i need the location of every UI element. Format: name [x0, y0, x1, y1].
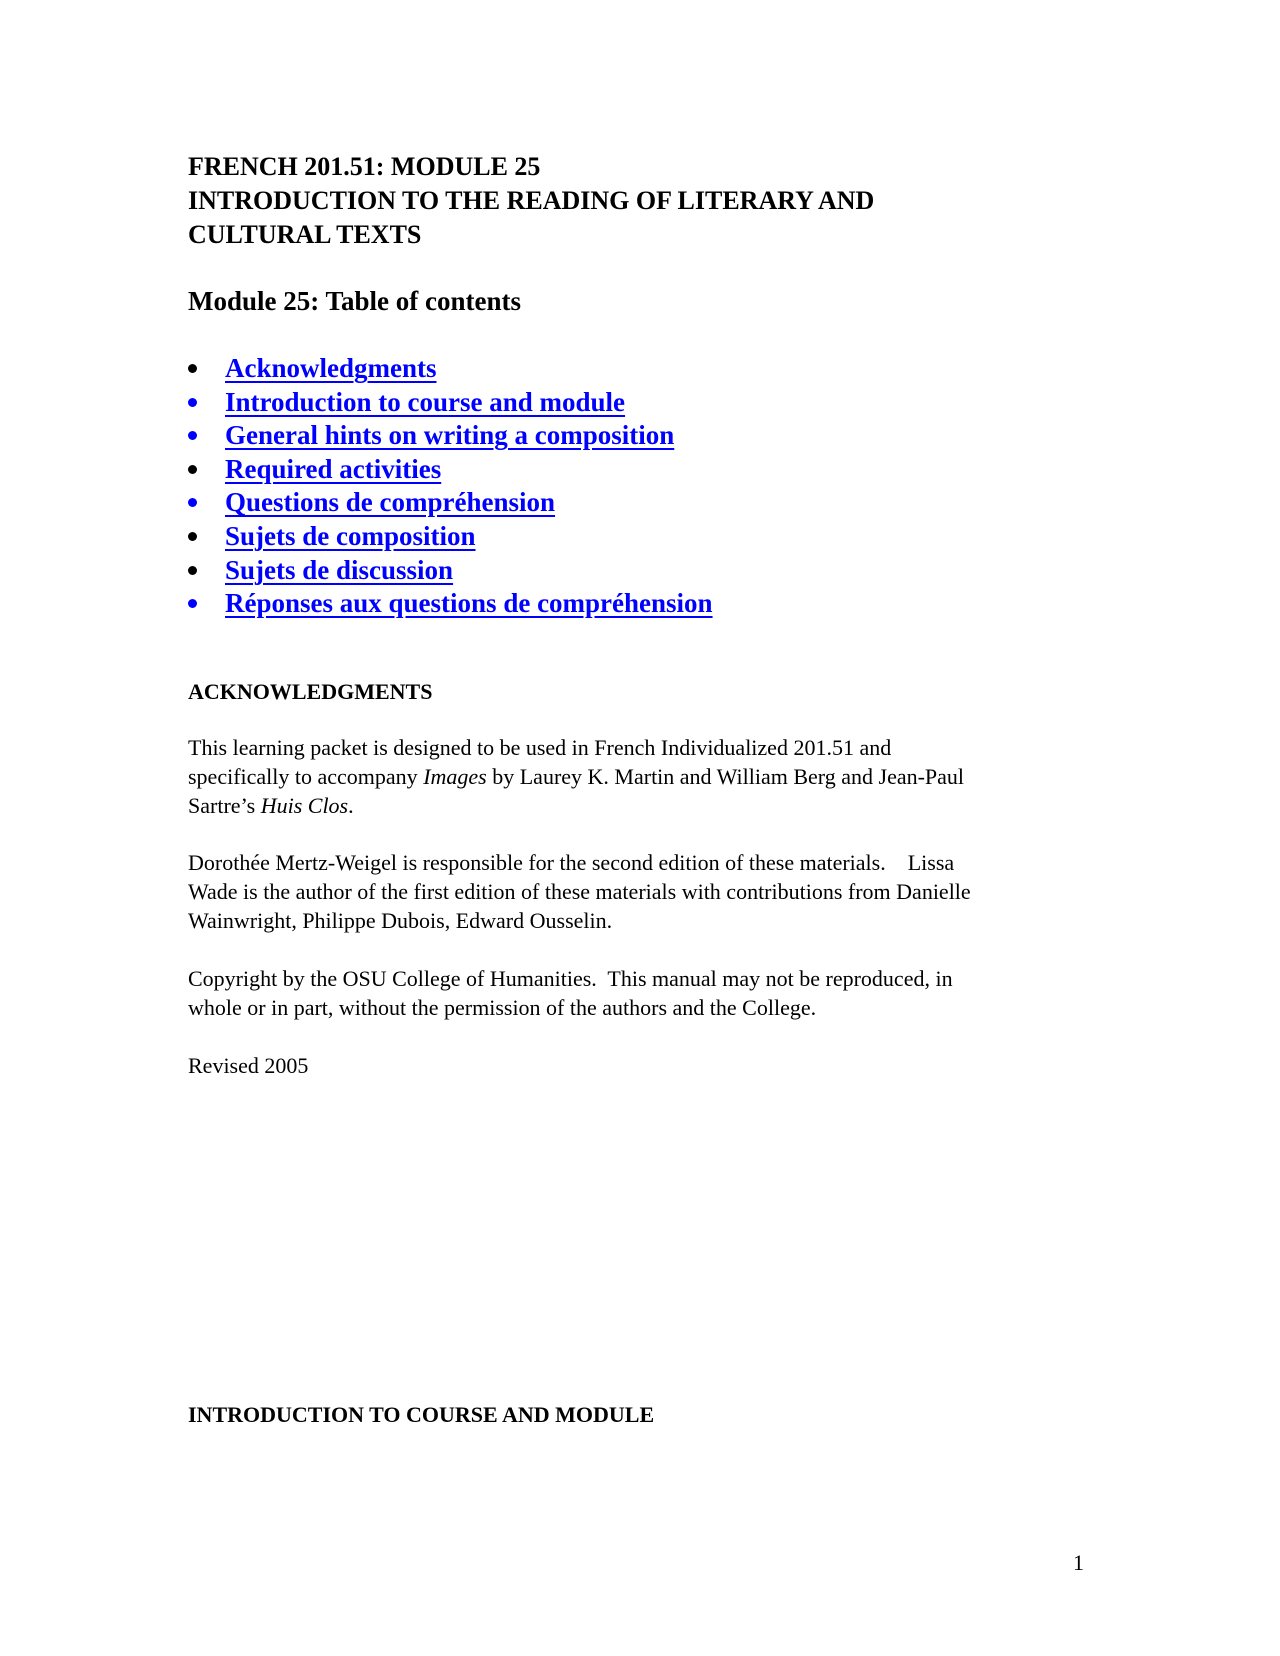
toc-link[interactable]: Acknowledgments [225, 353, 437, 383]
toc-link[interactable]: Sujets de composition [225, 520, 476, 551]
title-line-3: CULTURAL TEXTS [188, 220, 422, 249]
paragraph-line: This learning packet is designed to be used in French Individualized 201.51 and [188, 735, 892, 760]
toc-link[interactable]: Questions de compréhension [225, 487, 556, 518]
toc-link[interactable]: General hints on writing a composition [225, 420, 675, 451]
bullet-icon [188, 599, 197, 608]
bullet-icon [188, 532, 197, 541]
paragraph-line [188, 791, 1088, 820]
bullet-icon [188, 431, 197, 440]
toc-heading: Module 25: Table of contents [188, 286, 522, 316]
bullet-icon [188, 398, 197, 407]
paragraph-line: Wainwright, Philippe Dubois, Edward Ousselin. [188, 908, 613, 933]
bullet-icon [188, 364, 197, 373]
document-title [188, 150, 1088, 252]
text-run: Sartre’s [188, 793, 261, 818]
title-line-2: INTRODUCTION TO THE READING OF LITERARY AND [188, 186, 875, 215]
revised-note: Revised 2005 [188, 1053, 309, 1078]
paragraph-line: Dorothée Mertz-Weigel is responsible for the second edition of these materials. Lissa [188, 850, 955, 875]
book-title-images: Images [423, 764, 487, 789]
toc-link[interactable]: Réponses aux questions de compréhension [225, 588, 713, 619]
introduction-heading: INTRODUCTION TO COURSE AND MODULE [188, 1402, 655, 1427]
paragraph-line: whole or in part, without the permission of the authors and the College. [188, 995, 817, 1020]
text-run: . [348, 793, 354, 818]
paragraph-line: Copyright by the OSU College of Humanities. This manual may not be reproduced, in [188, 966, 953, 991]
toc-link[interactable]: Introduction to course and module [225, 386, 626, 417]
toc-link[interactable]: Sujets de discussion [225, 554, 454, 585]
bullet-icon [188, 498, 197, 507]
paragraph-line [188, 762, 1088, 791]
text-run: specifically to accompany [188, 764, 424, 789]
bullet-icon [188, 465, 197, 474]
toc-link[interactable]: Required activities [225, 453, 442, 484]
paragraph-line: Wade is the author of the first edition of these materials with contributions from Danielle [188, 879, 971, 904]
acknowledgments-paragraph-1 [188, 733, 1088, 820]
copyright-paragraph [188, 964, 1088, 1022]
acknowledgments-heading: ACKNOWLEDGMENTS [188, 679, 433, 704]
page-number: 1 [1073, 1550, 1084, 1575]
text-run: by Laurey K. Martin and William Berg and Jean-Paul [486, 764, 965, 789]
book-title-huis-clos: Huis Clos [260, 793, 349, 818]
title-line-1: FRENCH 201.51: MODULE 25 [188, 152, 541, 181]
acknowledgments-paragraph-2 [188, 848, 1088, 935]
bullet-icon [188, 566, 197, 575]
